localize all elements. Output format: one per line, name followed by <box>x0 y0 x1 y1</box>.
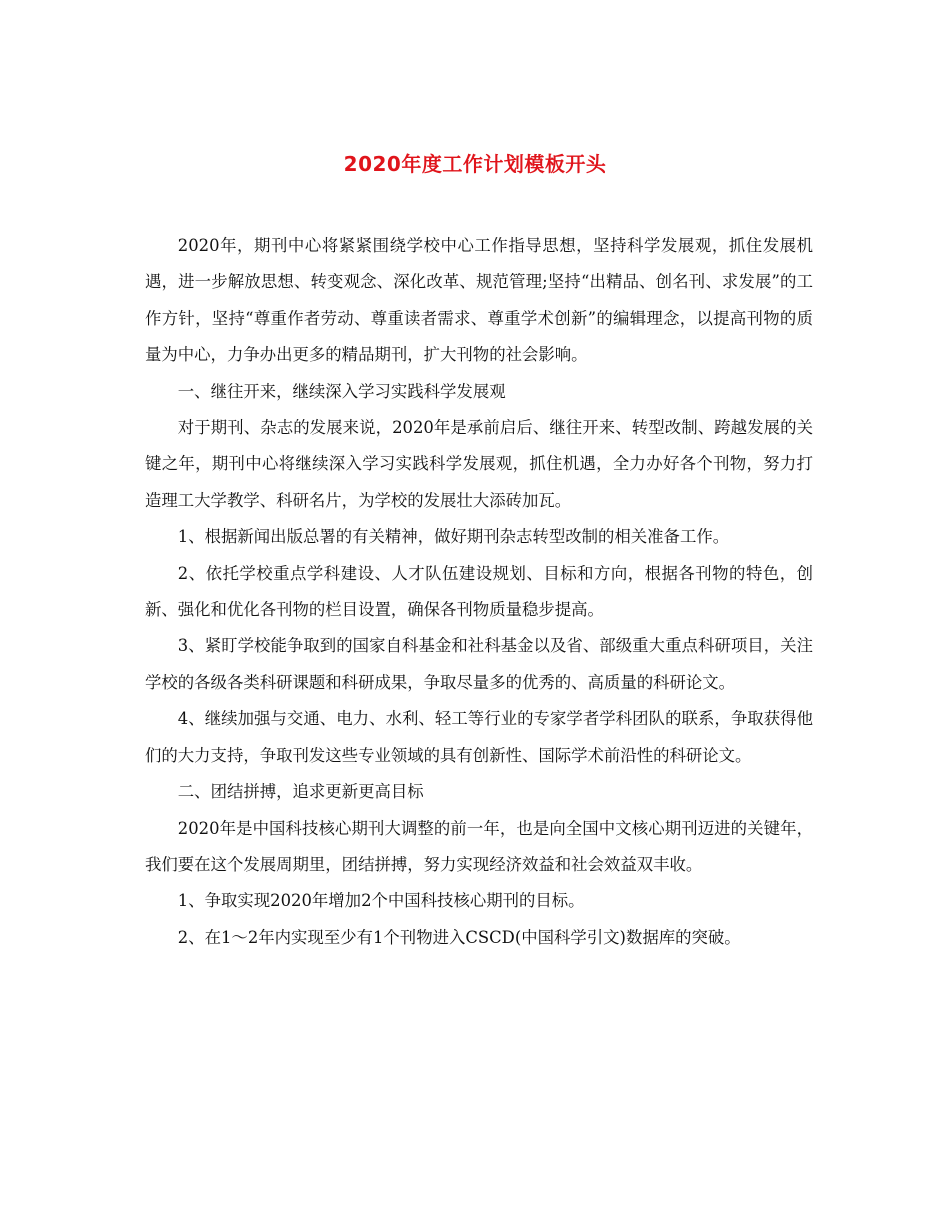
list-item: 4、继续加强与交通、电力、水利、轻工等行业的专家学者学科团队的联系，争取获得他们的大力支持，争取刊发这些专业领域的具有创新性、国际学术前沿性的科研论文。 <box>145 709 813 765</box>
list-item: 1、根据新闻出版总署的有关精神，做好期刊杂志转型改制的相关准备工作。 <box>177 527 730 547</box>
paragraph: 对于期刊、杂志的发展来说，2020年是承前启后、继往开来、转型改制、跨越发展的关键之年，期刊中心将继续深入学习实践科学发展观，抓住机遇，全力办好各个刊物，努力打造理工大学教学、科研名片，为学校的发展壮大添砖加瓦。 <box>145 418 813 510</box>
paragraph: 2020年，期刊中心将紧紧围绕学校中心工作指导思想，坚持科学发展观，抓住发展机遇，进一步解放思想、转变观念、深化改革、规范管理;坚持“出精品、创名刊、求发展”的工作方针，坚持“尊重作者劳动、尊重读者需求、尊重学术创新”的编辑理念，以提高刊物的质量为中心，力争办出更多的精品期刊，扩大刊物的社会影响。 <box>145 236 813 365</box>
list-item: 2、依托学校重点学科建设、人才队伍建设规划、目标和方向，根据各刊物的特色，创新、强化和优化各刊物的栏目设置，确保各刊物质量稳步提高。 <box>145 563 813 620</box>
list-item: 1、争取实现2020年增加2个中国科技核心期刊的目标。 <box>177 891 585 911</box>
document-body <box>145 228 813 956</box>
section-heading: 二、团结拼搏，追求更新更高目标 <box>177 782 424 802</box>
paragraph: 2020年是中国科技核心期刊大调整的前一年，也是向全国中文核心期刊迈进的关键年，我们要在这个发展周期里，团结拼搏，努力实现经济效益和社会效益双丰收。 <box>145 818 813 874</box>
section-heading: 一、继往开来，继续深入学习实践科学发展观 <box>177 381 506 401</box>
list-item: 3、紧盯学校能争取到的国家自科基金和社科基金以及省、部级重大重点科研项目，关注学校的各级各类科研课题和科研成果，争取尽量多的优秀的、高质量的科研论文。 <box>145 636 813 692</box>
list-item: 2、在1～2年内实现至少有1个刊物进入CSCD(中国科学引文)数据库的突破。 <box>177 927 741 947</box>
document-title: 2020年度工作计划模板开头 <box>343 152 607 176</box>
